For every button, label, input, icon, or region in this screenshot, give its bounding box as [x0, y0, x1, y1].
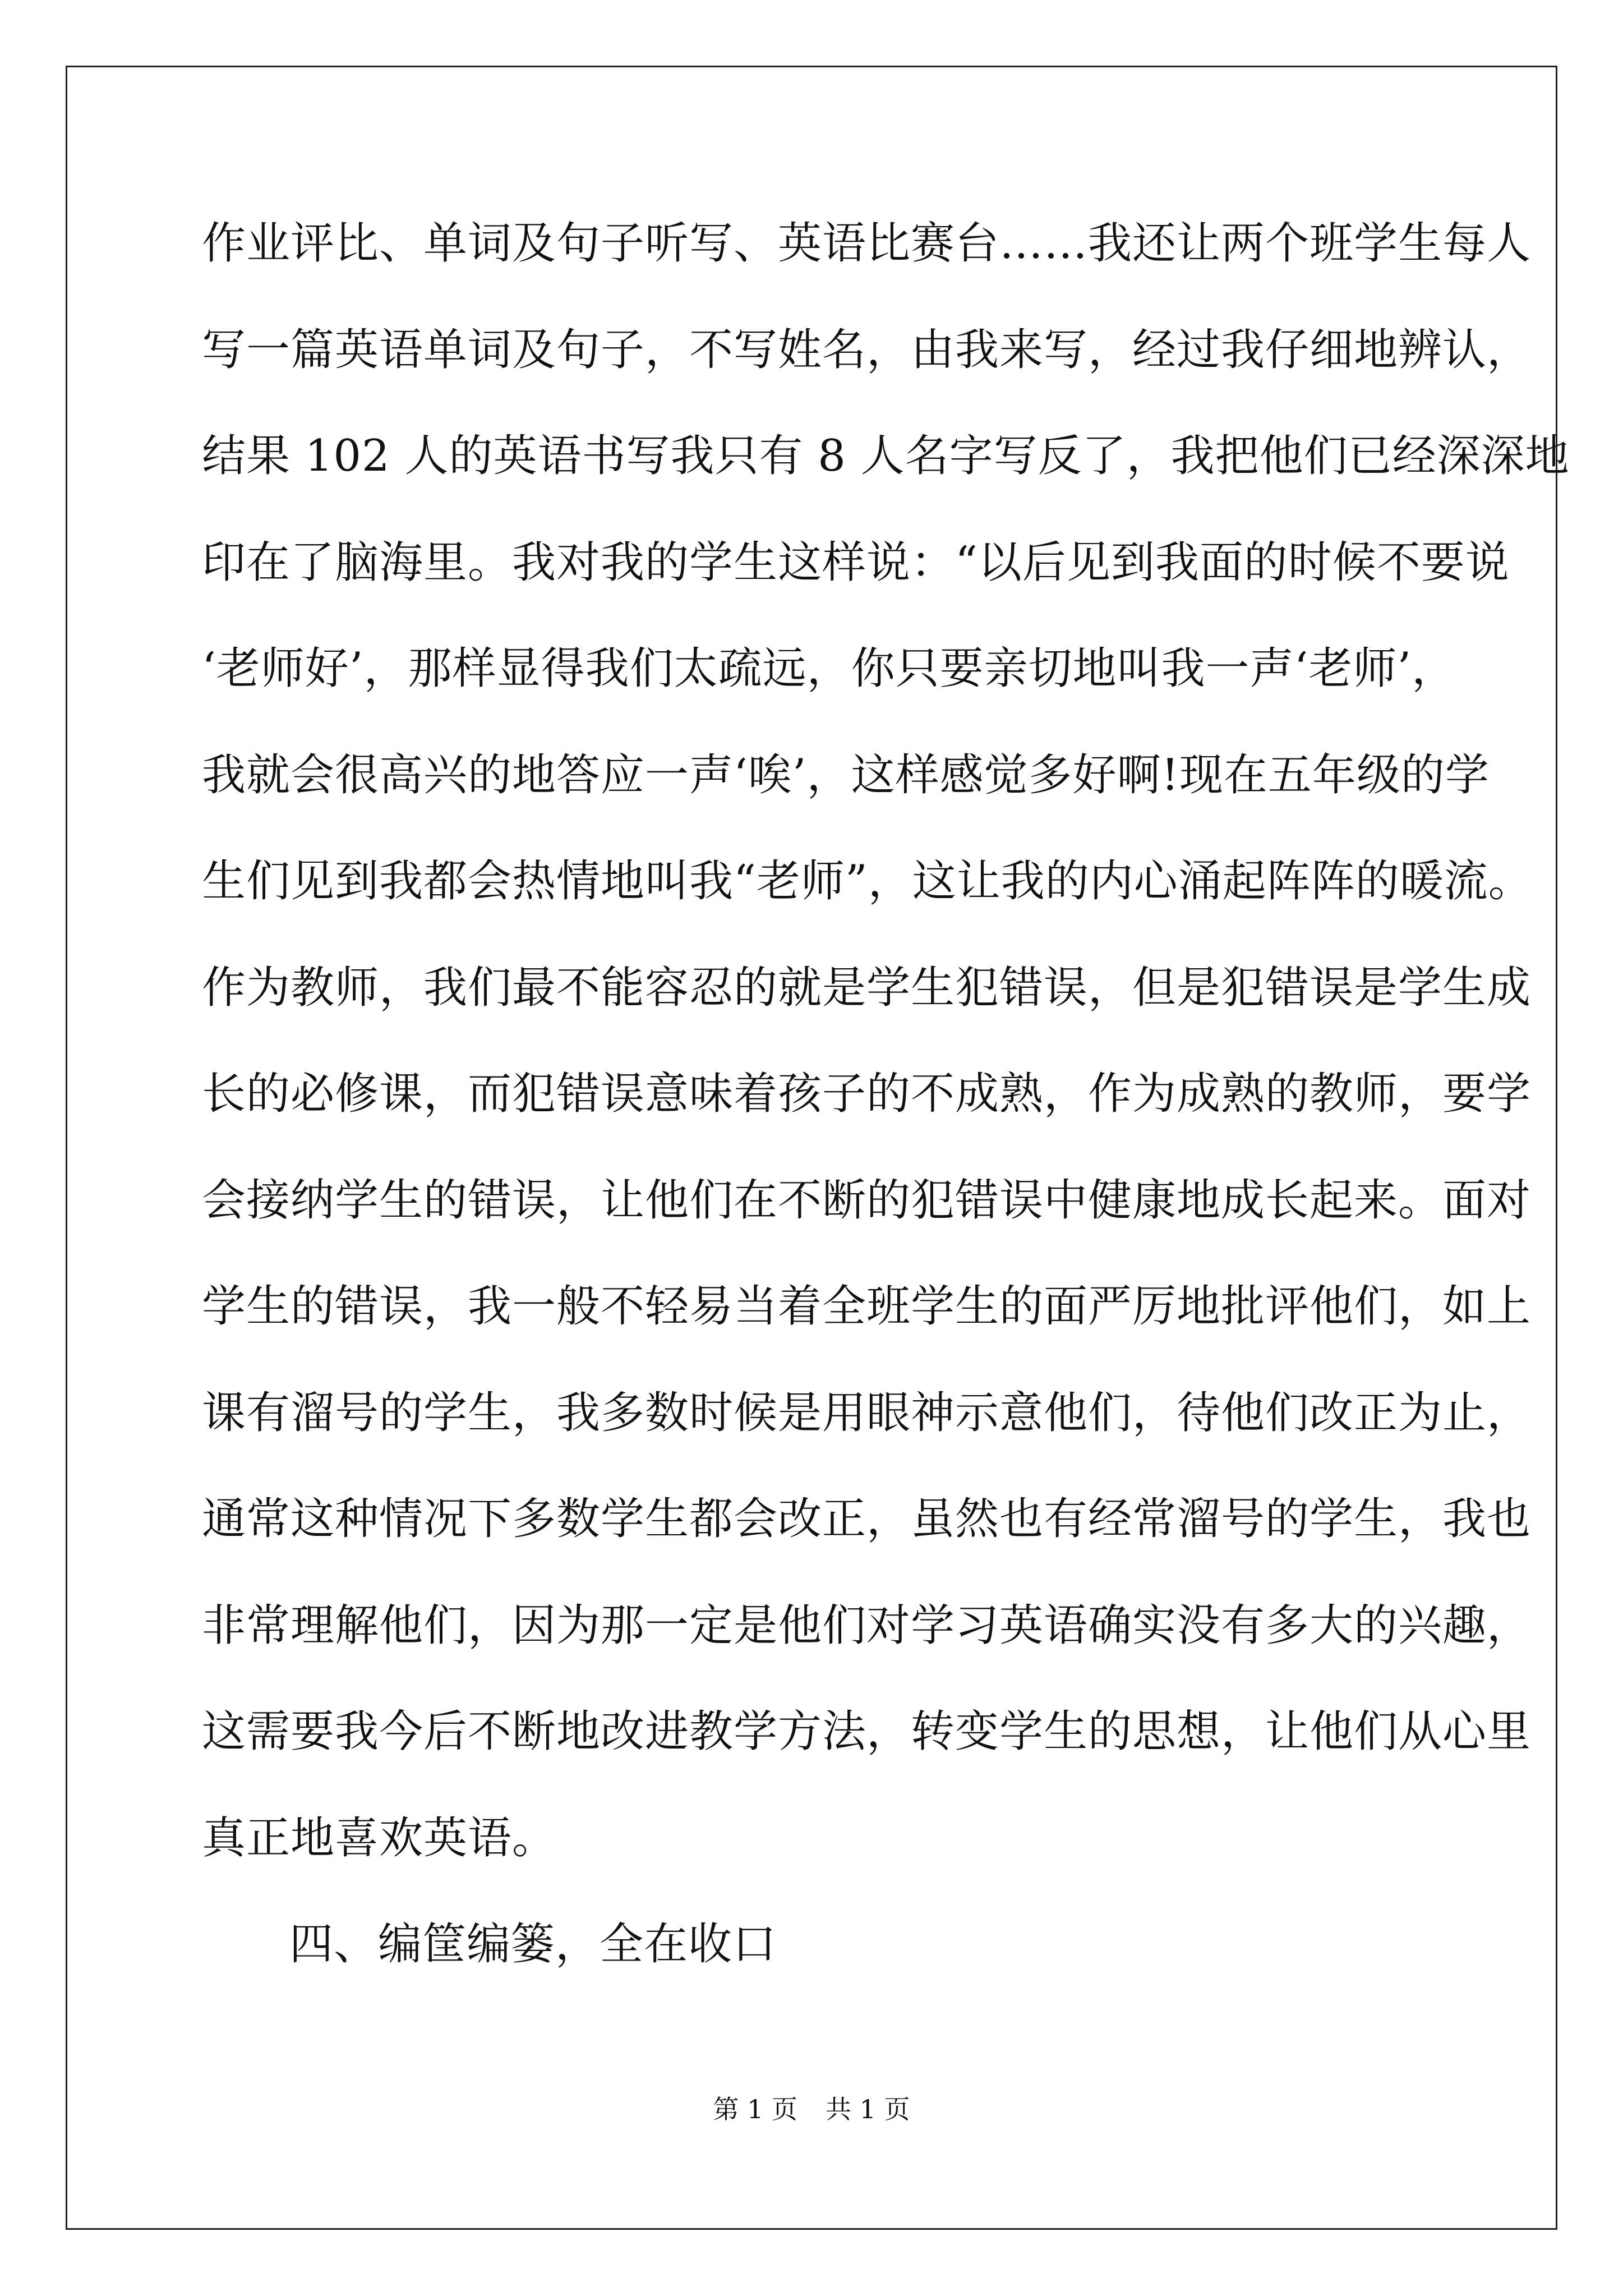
paragraph-line: 写一篇英语单词及句子，不写姓名，由我来写，经过我仔细地辨认， — [202, 324, 1532, 375]
paragraph-line: 印在了脑海里。我对我的学生这样说：“以后见到我面的时候不要说 — [202, 537, 1510, 588]
page-footer — [0, 2092, 1623, 2126]
paragraph-line: 结果 102 人的英语书写我只有 8 人名字写反了，我把他们已经深深地 — [202, 431, 1570, 481]
paragraph-line: 长的必修课，而犯错误意味着孩子的不成熟，作为成熟的教师，要学 — [202, 1069, 1532, 1119]
paragraph-line: ‘老师好’，那样显得我们太疏远，你只要亲切地叫我一声‘老师’， — [202, 643, 1456, 694]
paragraph-line: 通常这种情况下多数学生都会改正，虽然也有经常溜号的学生，我也 — [202, 1494, 1532, 1544]
paragraph-line: 非常理解他们，因为那一定是他们对学习英语确实没有多大的兴趣， — [202, 1600, 1532, 1651]
page-total: 共 1 页 — [826, 2094, 910, 2124]
paragraph-line: 学生的错误，我一般不轻易当着全班学生的面严厉地批评他们，如上 — [202, 1281, 1532, 1332]
paragraph-line: 作业评比、单词及句子听写、英语比赛台……我还让两个班学生每人 — [202, 218, 1532, 269]
section-heading: 四、编筐编篓，全在收口 — [289, 1919, 777, 1970]
document-body — [202, 191, 1570, 1998]
paragraph-line: 我就会很高兴的地答应一声‘唉’，这样感觉多好啊!现在五年级的学 — [202, 749, 1490, 800]
page-number: 第 1 页 — [713, 2094, 797, 2124]
paragraph-line: 生们见到我都会热情地叫我“老师”，这让我的内心涌起阵阵的暖流。 — [202, 856, 1533, 907]
paragraph-line: 会接纳学生的错误，让他们在不断的犯错误中健康地成长起来。面对 — [202, 1175, 1532, 1226]
paragraph-line: 作为教师，我们最不能容忍的就是学生犯错误，但是犯错误是学生成 — [202, 962, 1532, 1013]
paragraph-line: 真正地喜欢英语。 — [202, 1812, 557, 1864]
paragraph-line: 这需要我今后不断地改进教学方法，转变学生的思想，让他们从心里 — [202, 1706, 1532, 1757]
paragraph-line: 课有溜号的学生，我多数时候是用眼神示意他们，待他们改正为止， — [202, 1387, 1532, 1438]
